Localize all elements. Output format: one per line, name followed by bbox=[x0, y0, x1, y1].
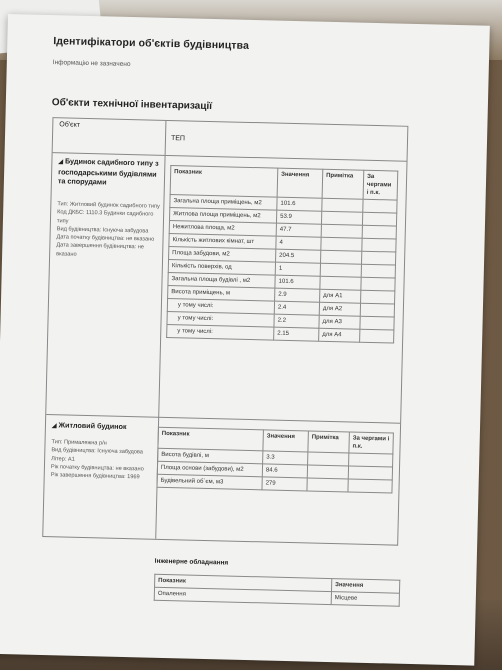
cell-indicator: Площа забудови, м2 bbox=[169, 246, 276, 262]
cell-indicator: Нежитлова площа, м2 bbox=[169, 221, 276, 237]
engineering-title: Інженерне обладнання bbox=[154, 557, 229, 567]
cell-note: для А3 bbox=[319, 315, 360, 329]
cell-value: 53.9 bbox=[276, 210, 321, 224]
cell-indicator: у тому числі: bbox=[167, 298, 274, 314]
object2-table bbox=[156, 427, 393, 494]
cell-value: 279 bbox=[262, 477, 307, 491]
cell-value: 2.9 bbox=[275, 288, 320, 302]
cell-note bbox=[308, 452, 349, 466]
cell-indicator: Опалення bbox=[154, 587, 331, 604]
cell-value: Місцеве bbox=[331, 592, 399, 607]
cell-indicator: Житлова площа приміщень, м2 bbox=[170, 208, 277, 224]
object2-title bbox=[52, 420, 156, 434]
cell-queues bbox=[361, 264, 395, 278]
cell-queues bbox=[361, 290, 395, 304]
header-value: Значення bbox=[331, 579, 399, 594]
document-page bbox=[0, 14, 490, 666]
cell-note bbox=[321, 237, 362, 251]
object1-info bbox=[56, 200, 161, 261]
cell-value: 101.6 bbox=[275, 275, 320, 289]
header-note: Примітка bbox=[322, 169, 364, 199]
cell-value: 47.7 bbox=[276, 223, 321, 237]
page-title: Ідентифікатори об'єктів будівництва bbox=[53, 35, 250, 52]
cell-queues bbox=[361, 277, 395, 291]
cell-indicator: Висота будівлі, м bbox=[158, 448, 263, 464]
object1-info-line: Вид будівництва: Існуюча забудова bbox=[56, 226, 149, 235]
object1-info-line: Дата завершення будівництва: не вказано bbox=[56, 242, 144, 258]
engineering-table bbox=[154, 574, 401, 607]
header-indicator: Показник bbox=[155, 574, 332, 591]
cell-note: для А2 bbox=[319, 302, 360, 316]
header-queues: За чергами і п.к. bbox=[363, 170, 398, 200]
cell-value: 3.3 bbox=[263, 451, 308, 465]
cell-indicator: Загальна площа будівлі , м2 bbox=[168, 272, 275, 288]
cell-queues bbox=[348, 479, 392, 493]
cell-queues bbox=[361, 251, 395, 265]
cell-indicator: у тому числі: bbox=[167, 311, 274, 327]
cell-indicator: Кількість поверхів, од bbox=[168, 259, 275, 275]
object2-info-line: Рік завершення будівництва: 1969 bbox=[50, 472, 140, 481]
cell-indicator: Кількість житлових кімнат, шт bbox=[169, 234, 276, 250]
cell-queues bbox=[360, 316, 394, 330]
cell-queues bbox=[362, 225, 396, 239]
cell-note bbox=[307, 465, 348, 479]
header-queues: За чергами і п.к. bbox=[349, 432, 393, 454]
object1-table bbox=[166, 165, 398, 344]
cell-queues bbox=[349, 453, 393, 467]
page-subtitle: Інформацію не зазначено bbox=[52, 59, 131, 69]
object1-info-line: Дата початку будівництва: не вказано bbox=[56, 234, 155, 243]
cell-queues bbox=[360, 303, 394, 317]
cell-note bbox=[320, 263, 361, 277]
object2-title-text: Житловий будинок bbox=[58, 420, 127, 432]
cell-queues bbox=[363, 199, 397, 213]
cell-note: для А4 bbox=[319, 328, 360, 342]
object2-info-line: Вид будівництва: Існуюча забудова bbox=[51, 447, 144, 456]
cell-value: 84.6 bbox=[262, 464, 307, 478]
cell-note bbox=[322, 198, 363, 212]
cell-note bbox=[321, 250, 362, 264]
header-indicator: Показник bbox=[158, 427, 263, 451]
cell-note bbox=[307, 478, 348, 492]
object1-title-text: Будинок садибного типу з господарськими будівлями та спорудами bbox=[57, 156, 159, 187]
cell-queues bbox=[362, 212, 396, 226]
cell-value: 4 bbox=[276, 236, 321, 250]
header-value: Значення bbox=[277, 168, 323, 198]
cell-indicator: Площа основи (забудови), м2 bbox=[157, 461, 262, 477]
cell-value: 204.5 bbox=[276, 249, 321, 263]
object1-info-line: Код ДКБС: 1110.3 Будинки садибного типу bbox=[56, 209, 154, 225]
section-title: Об'єкти технічної інвентаризації bbox=[51, 97, 213, 113]
header-indicator: Показник bbox=[170, 166, 278, 198]
column-object-label: Об'єкт bbox=[59, 121, 81, 129]
cell-indicator: Висота приміщень, м bbox=[168, 285, 275, 301]
object2-info bbox=[51, 438, 156, 482]
cell-indicator: Загальна площа приміщень, м2 bbox=[170, 195, 277, 211]
collapse-triangle-icon[interactable]: ◢ bbox=[58, 159, 64, 166]
object2-info-line: Літер: А1 bbox=[51, 455, 75, 463]
column-tep-label: ТЕП bbox=[170, 135, 186, 143]
header-divider bbox=[165, 121, 167, 155]
cell-note bbox=[321, 211, 362, 225]
object2-info-line: Рік початку будівництва: не вказано bbox=[50, 464, 144, 473]
cell-value: 2.15 bbox=[274, 327, 319, 341]
cell-value: 1 bbox=[275, 262, 320, 276]
object1-info-line: Тип: Житловий будинок садибного типу bbox=[57, 201, 160, 210]
cell-queues bbox=[362, 238, 396, 252]
header-value: Значення bbox=[263, 430, 308, 452]
cell-note bbox=[320, 276, 361, 290]
cell-queues bbox=[348, 466, 392, 480]
cell-note bbox=[321, 224, 362, 238]
cell-indicator: Будівельний об`єм, м3 bbox=[157, 474, 262, 490]
cell-value: 101.6 bbox=[277, 197, 322, 211]
collapse-triangle-icon[interactable]: ◢ bbox=[51, 423, 57, 430]
cell-value: 2.4 bbox=[274, 301, 319, 315]
object1-title bbox=[58, 156, 163, 188]
cell-value: 2.2 bbox=[274, 314, 319, 328]
header-note: Примітка bbox=[308, 431, 350, 453]
objects-header bbox=[53, 118, 408, 162]
object2-info-line: Тип: Прималежна р/н bbox=[51, 439, 107, 447]
objects-frame bbox=[42, 117, 408, 546]
cell-note: для А1 bbox=[320, 289, 361, 303]
cell-queues bbox=[360, 329, 394, 343]
cell-indicator: у тому числі: bbox=[167, 324, 274, 340]
